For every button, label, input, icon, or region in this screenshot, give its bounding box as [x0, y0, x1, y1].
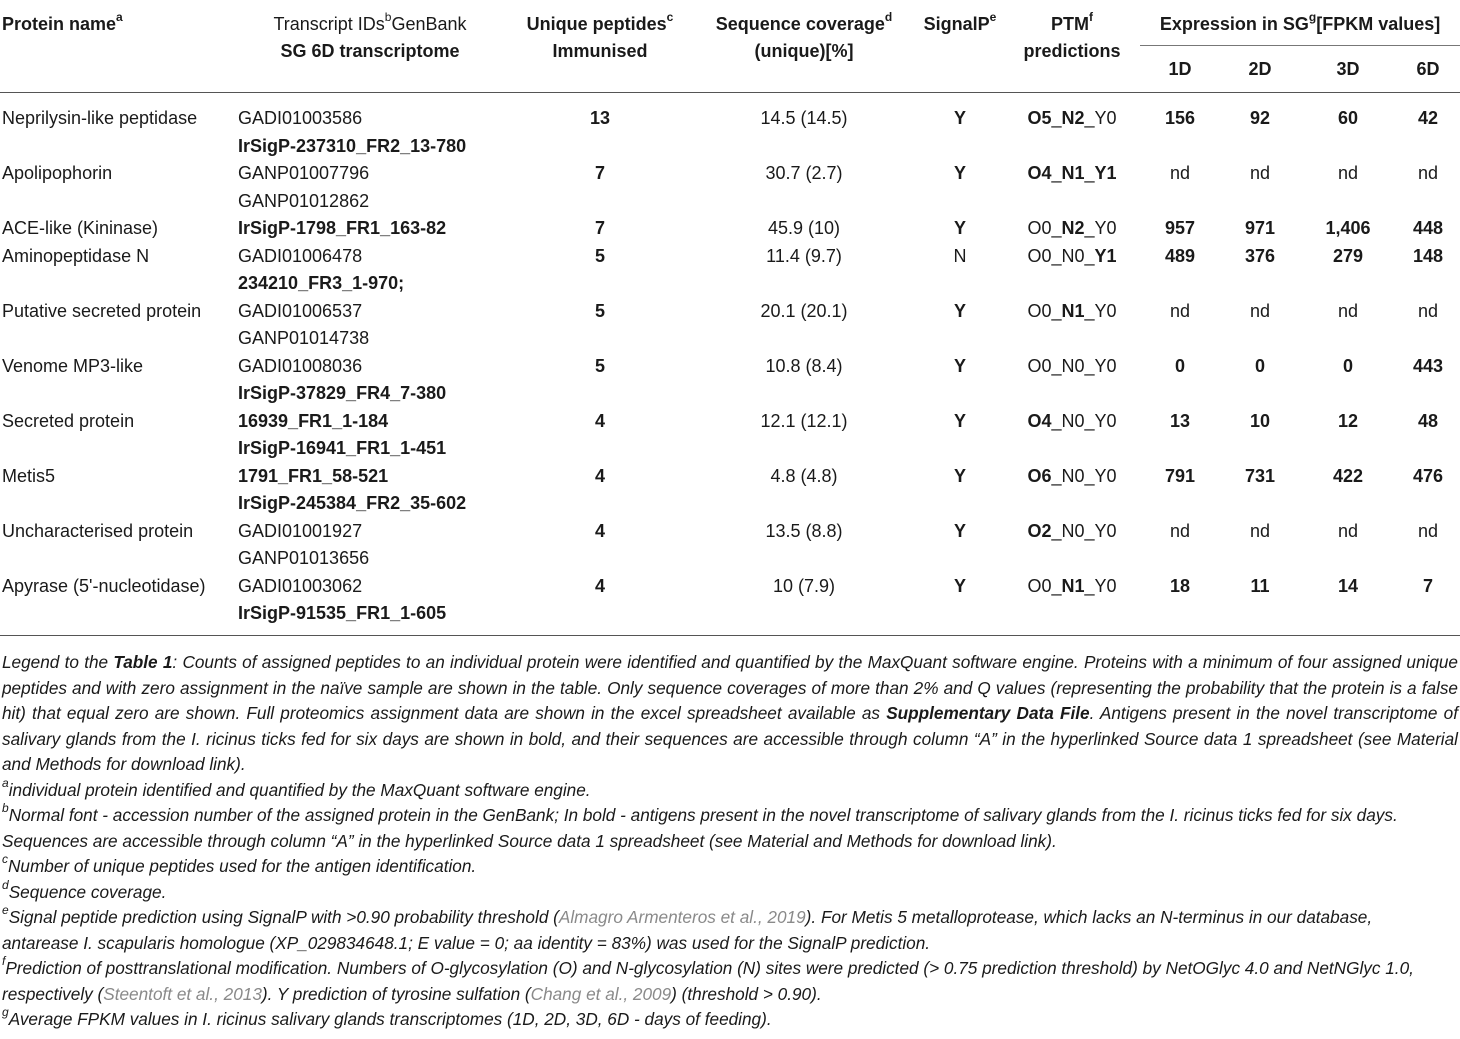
table-row — [0, 463, 1460, 518]
table-row — [0, 518, 1460, 573]
header-sequence-coverage: Sequence coverage$^d$ (unique)[%] — [692, 0, 916, 93]
header-ptm: PTM$^f$ predictions — [1004, 0, 1140, 93]
transcript-id: IrSigP-1798_FR1_163-82 — [238, 218, 447, 238]
cell-expression-2d: 92 — [1249, 108, 1271, 128]
cell-expression-1d: nd — [1169, 163, 1191, 183]
cell-expression-6d: 48 — [1418, 410, 1439, 431]
cell-protein-name: ACE-like (Kininase) — [2, 218, 159, 238]
cell-signalp: Y — [953, 410, 966, 431]
cell-transcript-ids — [232, 573, 508, 636]
cell-expression-1d: 0 — [1174, 355, 1185, 376]
cell-ptm — [1004, 573, 1140, 636]
table-row — [0, 215, 1460, 243]
cell-expression-6d: 42 — [1418, 108, 1439, 128]
table-row — [0, 353, 1460, 408]
cell-signalp: Y — [953, 300, 966, 321]
header-expression: Expression in $SG^g[FPKM$ values] — [1159, 10, 1441, 34]
ptm-segment: _N0_Y0 — [1051, 520, 1117, 541]
cell-expression-1d: nd — [1169, 520, 1191, 541]
cell-coverage: 30.7 (2.7) — [765, 163, 843, 183]
cell-expression-6d: 148 — [1413, 245, 1444, 266]
cell-transcript-ids — [232, 160, 508, 215]
cell-transcript-ids — [232, 215, 508, 243]
ptm-segment: O2 — [1027, 520, 1052, 541]
transcript-id: GANP01007796 — [238, 163, 370, 183]
cell-ptm — [1004, 353, 1140, 408]
footnote-c: $^c$Number of unique peptides used for the antigen identification. — [2, 852, 477, 876]
cell-expression-3d: 422 — [1332, 465, 1364, 486]
cell-protein-name: Neprilysin-like peptidase — [2, 108, 198, 128]
ptm-segment: _ — [1051, 108, 1062, 128]
citation-link[interactable]: Steentoft et al., 2013 — [103, 983, 262, 1004]
cell-signalp: Y — [953, 465, 966, 486]
table-row — [0, 298, 1460, 353]
cell-coverage: 11.4 (9.7) — [766, 245, 842, 266]
transcript-id: GADI01008036 — [238, 355, 363, 376]
ptm-segment: _ — [1051, 163, 1062, 183]
cell-ptm — [1004, 93, 1140, 161]
ptm-segment: Y1 — [1094, 245, 1117, 266]
cell-expression-3d: 12 — [1337, 410, 1359, 431]
cell-unique-peptides: 13 — [589, 108, 611, 128]
ptm-segment: Y1 — [1094, 163, 1117, 183]
cell-coverage: 45.9 (10) — [767, 218, 841, 238]
cell-expression-2d: nd — [1249, 300, 1271, 321]
cell-protein-name: Uncharacterised protein — [2, 520, 194, 541]
ptm-segment: _N0_Y0 — [1051, 410, 1117, 431]
transcript-id: GADI01006537 — [238, 300, 363, 321]
ptm-segment: N2 — [1061, 218, 1085, 238]
cell-ptm — [1004, 160, 1140, 215]
transcript-id: IrSigP-237310_FR2_13-780 — [238, 135, 467, 156]
cell-expression-2d: 376 — [1244, 245, 1276, 266]
cell-expression-2d: 0 — [1254, 355, 1265, 376]
ptm-segment: _Y0 — [1084, 300, 1117, 321]
cell-expression-1d: 156 — [1164, 108, 1196, 128]
footnote-g: $^g$Average FPKM values in I. ricinus salivary glands transcriptomes (1D, 2D, 3D, 6D - days of feeding). — [2, 1005, 772, 1029]
transcript-id: GADI01006478 — [238, 245, 363, 266]
cell-expression-6d: nd — [1418, 300, 1439, 321]
cell-expression-1d: 18 — [1140, 573, 1220, 636]
cell-protein-name: Aminopeptidase N — [2, 245, 150, 266]
cell-coverage: 10 (7.9) — [692, 573, 916, 636]
footnote-e: $^e$Signal peptide prediction using SignalP with >0.90 probability threshold (Almagro Armenteros et al., 2019). For Metis 5 metalloprotease, which lacks an N-terminus in our database, antarease I. scapularis homologue (XP_029834648.1; E value = 0; aa identity = 83%) was used for the SignalP prediction. — [2, 903, 1373, 953]
cell-expression-2d: nd — [1249, 520, 1271, 541]
cell-protein-name: Putative secreted protein — [2, 300, 202, 321]
table-header — [0, 0, 1460, 93]
ptm-segment: N1 — [1061, 163, 1085, 183]
header-day-6d: 6D — [1396, 46, 1460, 93]
cell-coverage: 4.8 (4.8) — [770, 465, 838, 486]
cell-ptm — [1004, 518, 1140, 573]
cell-unique-peptides: 7 — [594, 163, 605, 183]
cell-expression-3d: 1,406 — [1325, 218, 1371, 238]
cell-unique-peptides: 5 — [594, 355, 605, 376]
cell-expression-3d: nd — [1337, 520, 1359, 541]
cell-expression-1d: 791 — [1164, 465, 1196, 486]
cell-expression-6d: nd — [1418, 520, 1439, 541]
header-transcript-ids: Transcript IDs$^b$GenBank SG 6D transcriptome — [232, 0, 508, 93]
cell-signalp: Y — [916, 573, 1004, 636]
transcript-id: IrSigP-245384_FR2_35-602 — [238, 493, 467, 513]
ptm-segment: O6 — [1027, 465, 1052, 486]
citation-link[interactable]: Almagro Armenteros et al., 2019 — [558, 907, 806, 927]
cell-ptm — [1004, 215, 1140, 243]
transcript-id: 1791_FR1_58-521 — [238, 465, 389, 486]
cell-expression-2d: 971 — [1244, 218, 1276, 238]
transcript-id: GANP01012862 — [238, 190, 370, 211]
cell-expression-6d: 7 — [1396, 573, 1460, 636]
cell-protein-name: Metis5 — [2, 465, 56, 486]
cell-unique-peptides: 4 — [508, 573, 692, 636]
ptm-segment: _ — [1084, 163, 1095, 183]
transcript-id: IrSigP-16941_FR1_1-451 — [238, 438, 447, 458]
ptm-segment: _Y0 — [1084, 575, 1117, 596]
ptm-segment: O0_ — [1027, 575, 1062, 596]
cell-expression-3d: nd — [1337, 300, 1359, 321]
transcript-id: GADI01003062 — [238, 575, 363, 596]
cell-protein-name: Apolipophorin — [2, 163, 113, 183]
cell-expression-3d: 60 — [1337, 108, 1359, 128]
cell-ptm — [1004, 463, 1140, 518]
cell-expression-3d: 14 — [1300, 573, 1396, 636]
cell-signalp: Y — [953, 163, 966, 183]
transcript-id: 234210_FR3_1-970; — [238, 273, 405, 293]
cell-protein-name: Secreted protein — [2, 410, 135, 431]
cell-expression-1d: nd — [1169, 300, 1191, 321]
ptm-segment: _Y0 — [1084, 108, 1117, 128]
cell-unique-peptides: 4 — [594, 520, 605, 541]
cell-coverage: 12.1 (12.1) — [760, 410, 848, 431]
cell-expression-2d: 731 — [1244, 465, 1276, 486]
transcript-id: IrSigP-37829_FR4_7-380 — [238, 383, 447, 403]
cell-protein-name: Apyrase (5'-nucleotidase) — [0, 573, 232, 636]
cell-signalp: Y — [953, 108, 966, 128]
ptm-segment: O5 — [1027, 108, 1052, 128]
cell-expression-3d: 279 — [1332, 245, 1364, 266]
cell-expression-2d: 10 — [1249, 410, 1271, 431]
ptm-segment: N2 — [1061, 108, 1085, 128]
footnote-d: $^d$Sequence coverage. — [2, 877, 167, 902]
footnote-b: $^b$Normal font - accession number of the assigned protein in the GenBank; In bold - antigens present in the novel transcriptome of salivary glands from the I. ricinus ticks fed for six days. Sequences are accessible through column “A” in the hyperlinked Source data 1 spreadsheet (see Material and Methods for download link). — [2, 801, 1398, 851]
cell-transcript-ids — [232, 463, 508, 518]
footnote-a: $^a$individual protein identified and quantified by the MaxQuant software engine. — [2, 775, 591, 800]
ptm-segment: O0_ — [1027, 218, 1062, 238]
cell-expression-6d: 476 — [1413, 465, 1444, 486]
ptm-segment: _Y0 — [1084, 218, 1117, 238]
cell-expression-3d: 0 — [1342, 355, 1353, 376]
transcript-id: GADI01003586 — [238, 108, 363, 128]
cell-expression-1d: 489 — [1164, 245, 1196, 266]
transcript-id: GANP01014738 — [238, 328, 370, 348]
cell-coverage: 20.1 (20.1) — [760, 300, 848, 321]
cell-signalp: Y — [953, 520, 966, 541]
cell-expression-6d: 443 — [1413, 355, 1444, 376]
transcript-id: GADI01001927 — [238, 520, 363, 541]
cell-unique-peptides: 4 — [594, 410, 605, 431]
ptm-segment: O0_ — [1027, 300, 1062, 321]
cell-expression-2d: 11 — [1220, 573, 1300, 636]
cell-protein-name: Venome MP3-like — [2, 355, 144, 376]
header-unique-peptides: Unique peptides$^c$ Immunised — [508, 0, 692, 93]
transcript-id: GANP01013656 — [238, 548, 370, 568]
table-body — [0, 93, 1460, 636]
cell-expression-2d: nd — [1249, 163, 1271, 183]
header-day-1d: 1D — [1140, 46, 1220, 93]
header-signalp: SignalP$^e$ — [916, 0, 1004, 93]
ptm-segment: O4 — [1027, 163, 1052, 183]
cell-ptm — [1004, 243, 1140, 298]
cell-transcript-ids — [232, 298, 508, 353]
transcript-id: 16939_FR1_1-184 — [238, 410, 389, 431]
cell-expression-3d: nd — [1337, 163, 1359, 183]
cell-expression-1d: 957 — [1164, 218, 1196, 238]
citation-link[interactable]: Chang et al., 2009 — [530, 983, 672, 1004]
table-row — [0, 93, 1460, 161]
ptm-segment: O4 — [1027, 410, 1052, 431]
ptm-segment: O0_N0_Y0 — [1027, 355, 1117, 376]
footnote-f: $^f$Prediction of posttranslational modification. Numbers of O-glycosylation (O) and N-glycosylation (N) sites were predicted (> 0.75 prediction threshold) by NetOGlyc 4.0 and NetNGlyc 1.0, respectively (Steentoft et al., 2013). Y prediction of tyrosine sulfation (Chang et al., 2009) (threshold > 0.90). — [2, 954, 1414, 1004]
cell-signalp: Y — [953, 218, 966, 238]
cell-unique-peptides: 4 — [594, 465, 605, 486]
cell-expression-6d: 448 — [1413, 218, 1444, 238]
cell-coverage: 13.5 (8.8) — [765, 520, 843, 541]
cell-signalp: Y — [953, 355, 966, 376]
cell-transcript-ids — [232, 518, 508, 573]
table-row — [0, 573, 1460, 636]
ptm-segment: N1 — [1061, 575, 1085, 596]
legend-text: Legend to the Table 1: Counts of assigned peptides to an individual protein were identified and quantified by the MaxQuant software engine. Proteins with a minimum of four assigned unique peptides and with zero assignment in the naïve sample are shown in the table. Only sequence coverages of more than 2% and Q values (representing the probability that the protein is a false hit) that equal zero are shown. Full proteomics assignment data are shown in the excel spreadsheet available as Supplementary Data File. Antigens present in the novel transcriptome of salivary glands from the I. ricinus ticks fed for six days are shown in bold, and their sequences are accessible through column “A” in the hyperlinked Source data 1 spreadsheet (see Material and Methods for download link). — [2, 652, 1458, 774]
cell-transcript-ids — [232, 353, 508, 408]
cell-transcript-ids — [232, 408, 508, 463]
header-day-2d: 2D — [1220, 46, 1300, 93]
cell-coverage: 14.5 (14.5) — [760, 108, 848, 128]
cell-transcript-ids — [232, 93, 508, 161]
cell-transcript-ids — [232, 243, 508, 298]
cell-unique-peptides: 7 — [594, 218, 605, 238]
ptm-segment: N1 — [1061, 300, 1085, 321]
header-protein-name: Protein name$^a$ — [0, 0, 232, 93]
table-row — [0, 408, 1460, 463]
cell-coverage: 10.8 (8.4) — [765, 355, 843, 376]
table-footnotes — [2, 650, 1458, 1033]
cell-ptm — [1004, 408, 1140, 463]
ptm-segment: _N0_Y0 — [1051, 465, 1117, 486]
transcript-id: IrSigP-91535_FR1_1-605 — [238, 603, 447, 623]
cell-expression-6d: nd — [1418, 163, 1439, 183]
cell-ptm — [1004, 298, 1140, 353]
ptm-segment: O0_N0_ — [1027, 245, 1095, 266]
table-row — [0, 243, 1460, 298]
table-row — [0, 160, 1460, 215]
cell-signalp: N — [953, 245, 967, 266]
cell-unique-peptides: 5 — [594, 245, 605, 266]
cell-unique-peptides: 5 — [594, 300, 605, 321]
header-day-3d: 3D — [1300, 46, 1396, 93]
cell-expression-1d: 13 — [1169, 410, 1191, 431]
